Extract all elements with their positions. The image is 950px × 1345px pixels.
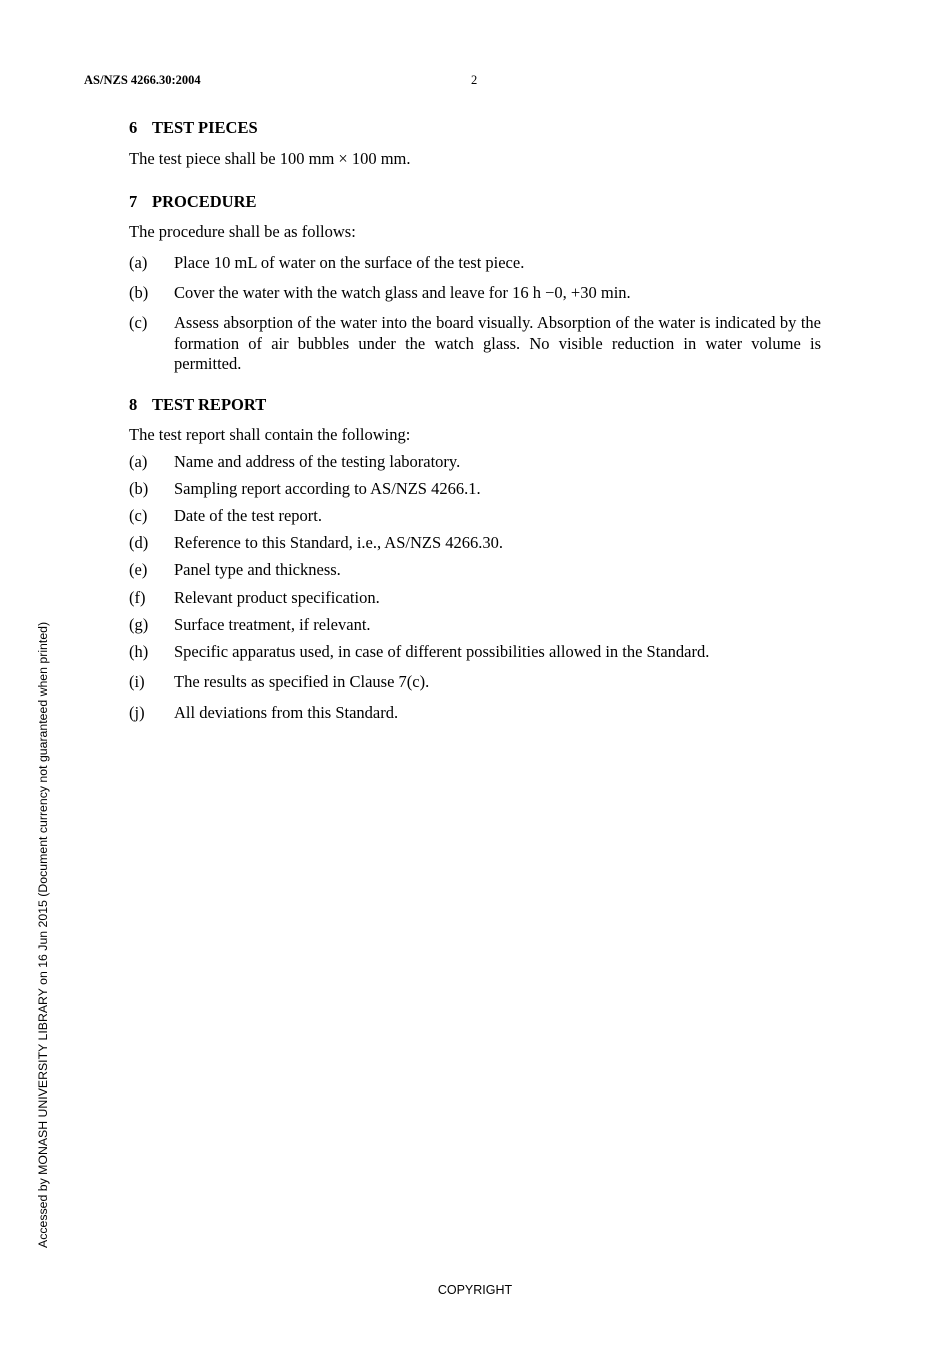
item-text: Panel type and thickness. (174, 560, 341, 579)
standard-id: AS/NZS 4266.30:2004 (84, 73, 201, 87)
item-label: (g) (129, 615, 149, 634)
item-label: (f) (129, 588, 146, 607)
list-item (129, 479, 821, 500)
item-text: The results as specified in Clause 7(c). (174, 672, 430, 691)
item-label: (e) (129, 560, 148, 579)
section-7-heading (129, 192, 257, 212)
item-text: Date of the test report. (174, 506, 322, 525)
item-label: (b) (129, 479, 149, 498)
section-title: TEST REPORT (152, 395, 267, 414)
item-label: (a) (129, 452, 148, 471)
list-item (129, 452, 821, 473)
item-text: Relevant product specification. (174, 588, 380, 607)
list-item (129, 283, 821, 304)
item-label: (c) (129, 506, 148, 525)
item-text: Name and address of the testing laboratory. (174, 452, 461, 471)
item-text: All deviations from this Standard. (174, 703, 399, 722)
list-item (129, 313, 821, 375)
list-item (129, 506, 821, 527)
item-label: (b) (129, 283, 149, 302)
list-item (129, 533, 821, 554)
item-text: Surface treatment, if relevant. (174, 615, 371, 634)
page-number: 2 (471, 73, 478, 87)
section-title: TEST PIECES (152, 118, 258, 137)
item-text: Cover the water with the watch glass and leave for 16 h −0, +30 min. (174, 283, 631, 302)
item-label: (c) (129, 313, 148, 332)
item-text: Specific apparatus used, in case of different possibilities allowed in the Standard. (174, 642, 710, 661)
access-watermark: Accessed by MONASH UNIVERSITY LIBRARY on 16 Jun 2015 (Document currency not guaranteed when printed) (36, 621, 50, 1248)
section-6-intro: The test piece shall be 100 mm × 100 mm. (129, 149, 411, 168)
list-item (129, 672, 821, 693)
section-title: PROCEDURE (152, 192, 257, 211)
section-number: 8 (129, 395, 138, 414)
list-item (129, 253, 821, 274)
section-7-intro: The procedure shall be as follows: (129, 222, 356, 241)
item-label: (d) (129, 533, 149, 552)
item-text: Sampling report according to AS/NZS 4266.1. (174, 479, 481, 498)
list-item (129, 588, 821, 609)
section-8-heading (129, 395, 266, 415)
section-8-intro: The test report shall contain the following: (129, 425, 411, 444)
list-item (129, 703, 821, 724)
item-text: Reference to this Standard, i.e., AS/NZS 4266.30. (174, 533, 504, 552)
item-text: Assess absorption of the water into the board visually. Absorption of the water is indicated by the formation of air bubbles under the watch glass. No visible reduction in water volume is permitted. (174, 313, 821, 373)
item-label: (h) (129, 642, 149, 661)
section-6-heading (129, 118, 258, 138)
list-item (129, 642, 821, 663)
item-label: (a) (129, 253, 148, 272)
section-number: 6 (129, 118, 138, 137)
copyright-footer: COPYRIGHT (437, 1283, 513, 1297)
item-label: (j) (129, 703, 145, 722)
item-label: (i) (129, 672, 145, 691)
section-number: 7 (129, 192, 138, 211)
item-text: Place 10 mL of water on the surface of the test piece. (174, 253, 525, 272)
list-item (129, 560, 821, 581)
list-item (129, 615, 821, 636)
